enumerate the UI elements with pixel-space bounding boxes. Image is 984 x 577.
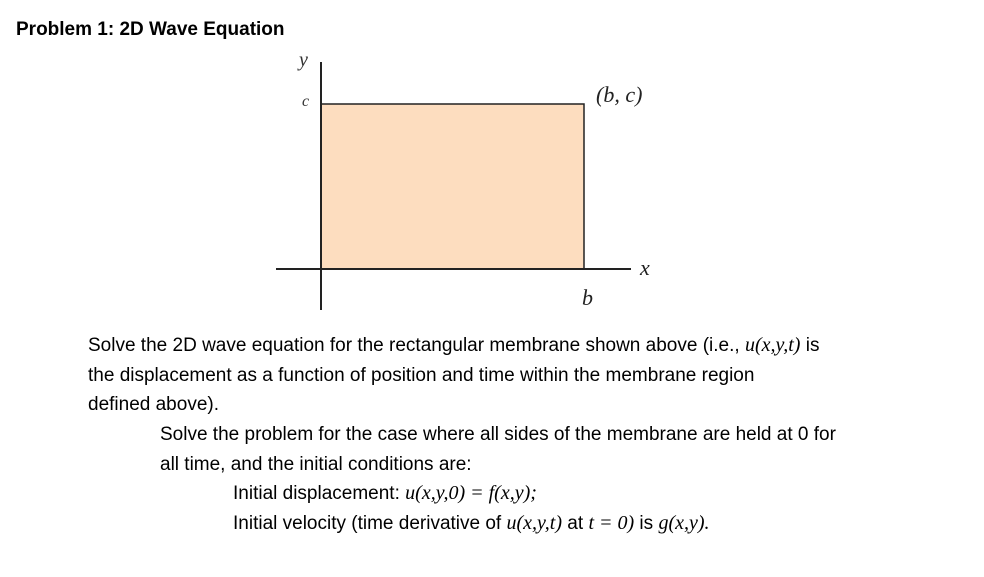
x-axis-label: x (640, 255, 650, 280)
statement-line-3: defined above). (88, 394, 219, 415)
boundary-line-2: all time, and the initial conditions are: (160, 453, 472, 475)
statement-line-1: Solve the 2D wave equation for the rectangular membrane shown above (i.e., u(x,y,t) is (88, 334, 820, 356)
corner-label: (b, c) (596, 82, 643, 107)
initial-displacement: Initial displacement: u(x,y,0) = f(x,y); (233, 482, 537, 504)
statement-line-2: the displacement as a function of position and time within the membrane region (88, 364, 755, 386)
membrane-region (321, 104, 584, 269)
y-axis-label: y (299, 49, 308, 71)
initial-conditions (233, 479, 710, 538)
c-label: c (302, 93, 310, 110)
u-xyt-math: u(x,y,t) (744, 334, 801, 356)
displacement-math: u(x,y,0) = f(x,y); (405, 482, 537, 504)
b-label: b (582, 285, 593, 310)
initial-velocity: Initial velocity (time derivative of u(x,y,t) at t = 0) is g(x,y). (233, 511, 710, 534)
problem-statement (88, 331, 819, 420)
boundary-line-1: Solve the problem for the case where all sides of the membrane are held at 0 for (160, 424, 836, 445)
problem-title: Problem 1: 2D Wave Equation (16, 19, 285, 40)
boundary-conditions (160, 420, 836, 479)
